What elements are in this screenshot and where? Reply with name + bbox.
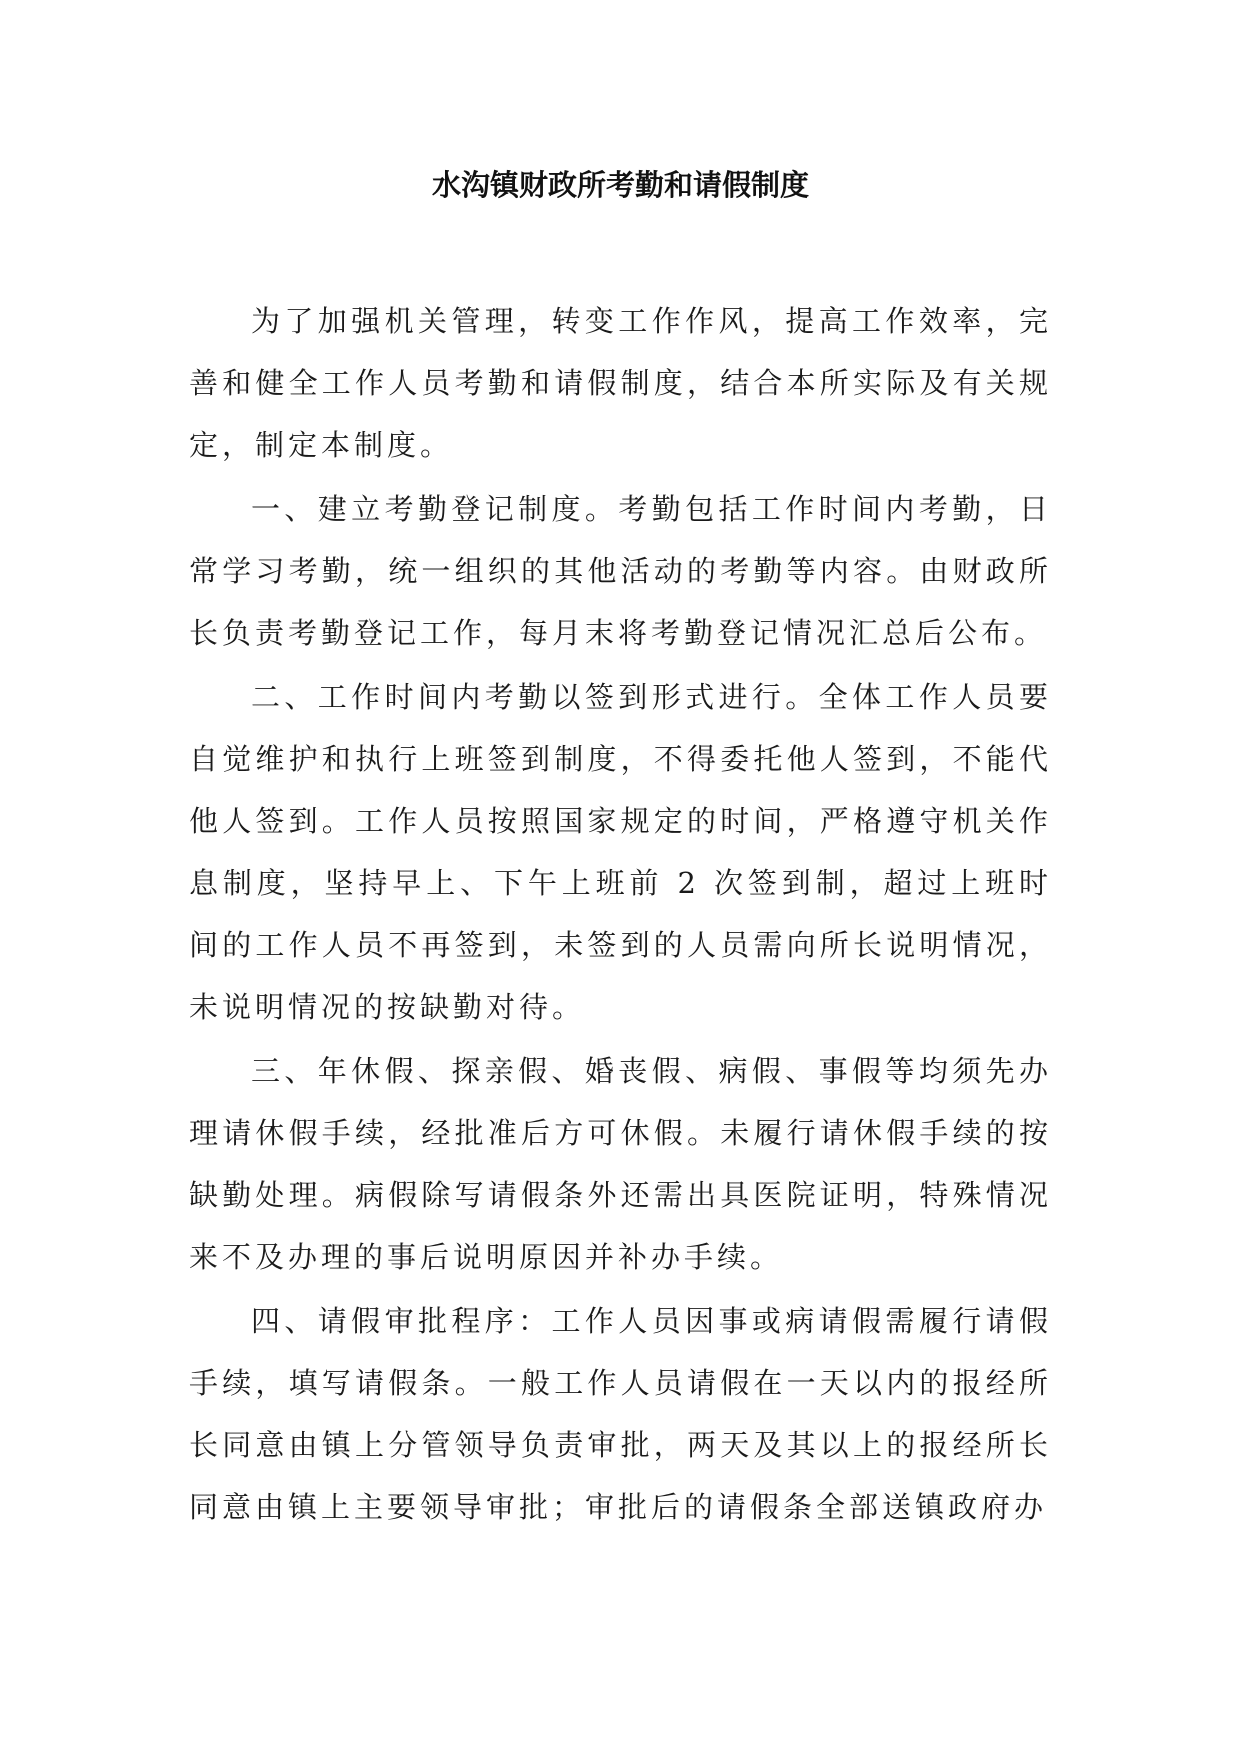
paragraph-section-4: 四、请假审批程序：工作人员因事或病请假需履行请假手续，填写请假条。一般工作人员请假在一天以内的报经所长同意由镇上分管领导负责审批，两天及其以上的报经所长同意由镇上主要领导审批；审批后的请假条全部送镇政府办 [189, 1304, 1052, 1524]
paragraph-intro: 为了加强机关管理，转变工作作风，提高工作效率，完善和健全工作人员考勤和请假制度，结合本所实际及有关规定，制定本制度。 [189, 304, 1052, 462]
paragraph-section-1: 一、建立考勤登记制度。考勤包括工作时间内考勤，日常学习考勤，统一组织的其他活动的考勤等内容。由财政所长负责考勤登记工作，每月末将考勤登记情况汇总后公布。 [189, 492, 1052, 650]
document-body [189, 290, 1052, 1540]
document-title: 水沟镇财政所考勤和请假制度 [431, 168, 809, 202]
paragraph-section-2: 二、工作时间内考勤以签到形式进行。全体工作人员要自觉维护和执行上班签到制度，不得委托他人签到，不能代他人签到。工作人员按照国家规定的时间，严格遵守机关作息制度，坚持早上、下午上班前 2 次签到制，超过上班时间的工作人员不再签到，未签到的人员需向所长说明情况，未说明情况的按缺勤对待。 [189, 680, 1052, 1024]
paragraph-section-3: 三、年休假、探亲假、婚丧假、病假、事假等均须先办理请休假手续，经批准后方可休假。未履行请休假手续的按缺勤处理。病假除写请假条外还需出具医院证明，特殊情况来不及办理的事后说明原因并补办手续。 [189, 1054, 1052, 1274]
